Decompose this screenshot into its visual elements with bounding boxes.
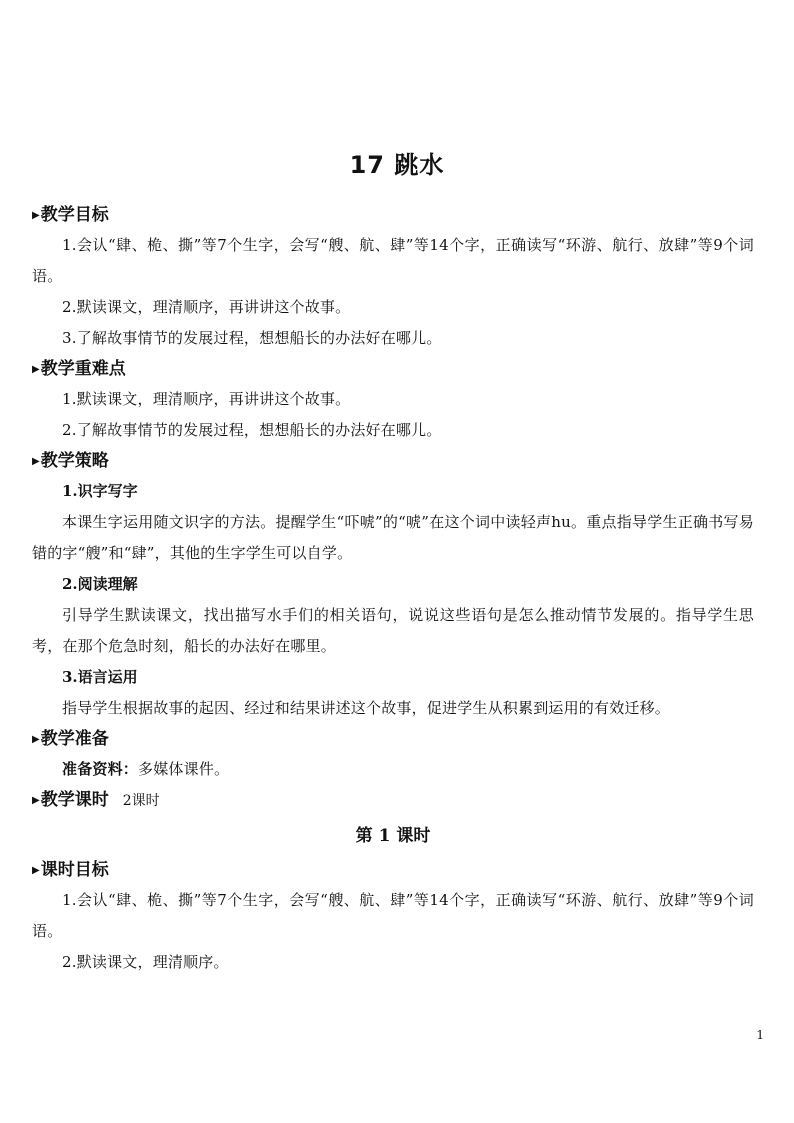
triangle-bullet-icon: ▶ xyxy=(32,865,40,876)
triangle-bullet-icon: ▶ xyxy=(32,456,40,467)
key-point-item: 2.了解故事情节的发展过程，想想船长的办法好在哪儿。 xyxy=(62,421,442,439)
lesson-goal-item: 2.默读课文，理清顺序。 xyxy=(62,953,229,971)
prep-value: 多媒体课件。 xyxy=(138,760,230,778)
strategy-text: 引导学生默读课文，找出描写水手们的相关语句，说说这些语句是怎么推动情节发展的。指导学生思考，在那个危急时刻，船长的办法好在哪里。 xyxy=(32,606,754,655)
strategy-text: 指导学生根据故事的起因、经过和结果讲述这个故事，促进学生从积累到运用的有效迁移。 xyxy=(62,699,671,717)
section-heading-strategy: ▶教学策略 xyxy=(32,446,754,476)
lesson-goal-item: 1.会认“肆、桅、撕”等7个生字，会写“艘、航、肆”等14个字，正确读写“环游、航行、放肆”等9个词语。 xyxy=(32,891,754,940)
page-title: 17 跳水 xyxy=(349,151,445,179)
goal-item: 2.默读课文，理清顺序，再讲讲这个故事。 xyxy=(62,298,351,316)
triangle-bullet-icon: ▶ xyxy=(32,734,40,745)
key-point-item: 1.默读课文，理清顺序，再讲讲这个故事。 xyxy=(62,390,351,408)
triangle-bullet-icon: ▶ xyxy=(32,364,40,375)
prep-label: 准备资料： xyxy=(62,760,139,778)
section-heading-goals: ▶教学目标 xyxy=(32,200,754,230)
lesson-title: 第 1 课时 xyxy=(355,826,431,846)
triangle-bullet-icon: ▶ xyxy=(32,795,40,806)
strategy-subheading: 3.语言运用 xyxy=(62,668,138,686)
goal-item: 3.了解故事情节的发展过程，想想船长的办法好在哪儿。 xyxy=(62,329,442,347)
goal-item: 1.会认“肆、桅、撕”等7个生字，会写“艘、航、肆”等14个字，正确读写“环游、航行、放肆”等9个词语。 xyxy=(32,236,754,285)
strategy-subheading: 2.阅读理解 xyxy=(62,575,138,593)
section-heading-hours: ▶教学课时 2课时 xyxy=(32,785,754,815)
document-body xyxy=(32,200,754,978)
section-heading-lesson-goals: ▶课时目标 xyxy=(32,855,754,885)
section-heading-prep: ▶教学准备 xyxy=(32,724,754,754)
section-heading-key-points: ▶教学重难点 xyxy=(32,354,754,384)
page-number: 1 xyxy=(756,1028,764,1042)
hours-value: 2课时 xyxy=(122,793,160,809)
strategy-text: 本课生字运用随文识字的方法。提醒学生“吓唬”的“唬”在这个词中读轻声hu。重点指导学生正确书写易错的字“艘”和“肆”，其他的生字学生可以自学。 xyxy=(32,513,754,562)
strategy-subheading: 1.识字写字 xyxy=(62,482,138,500)
triangle-bullet-icon: ▶ xyxy=(32,210,40,221)
prep-line xyxy=(32,754,754,785)
